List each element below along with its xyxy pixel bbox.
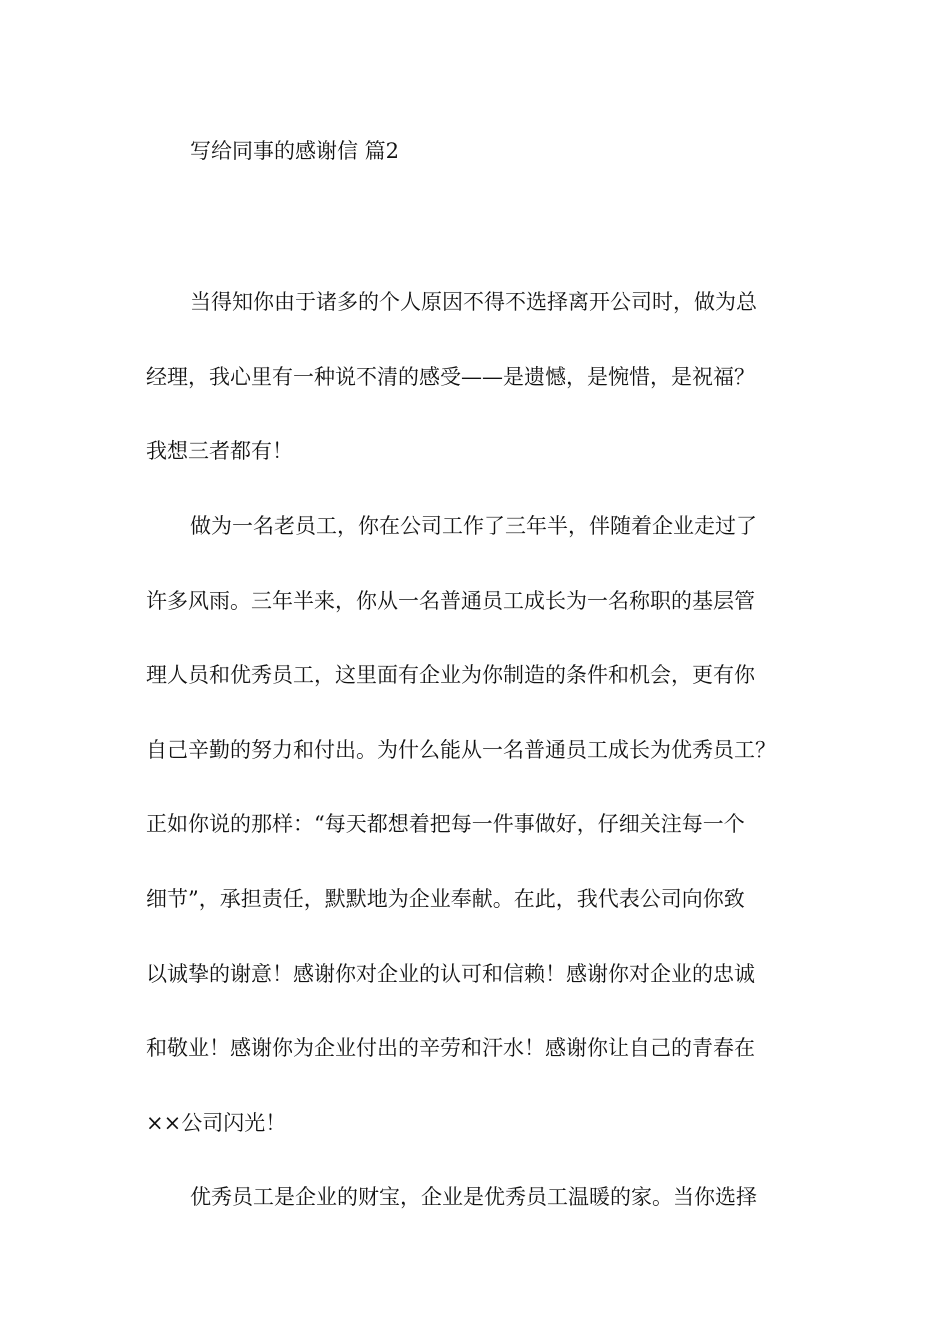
document-title: 写给同事的感谢信 篇2 — [190, 139, 400, 163]
paragraph-2-line-6: 细节”，承担责任，默默地为企业奉献。在此，我代表公司向你致 — [146, 887, 745, 911]
paragraph-3-line-1: 优秀员工是企业的财宝，企业是优秀员工温暖的家。当你选择 — [190, 1185, 757, 1209]
paragraph-2-line-9: ××公司闪光！ — [146, 1111, 287, 1135]
paragraph-2-line-8: 和敬业！感谢你为企业付出的辛劳和汗水！感谢你让自己的青春在 — [146, 1036, 755, 1060]
paragraph-2-line-7: 以诚挚的谢意！感谢你对企业的认可和信赖！感谢你对企业的忠诚 — [146, 962, 755, 986]
paragraph-2-line-1: 做为一名老员工，你在公司工作了三年半，伴随着企业走过了 — [190, 514, 757, 538]
paragraph-2-line-3: 理人员和优秀员工，这里面有企业为你制造的条件和机会，更有你 — [146, 663, 755, 687]
paragraph-2-line-5: 正如你说的那样：“每天都想着把每一件事做好，仔细关注每一个 — [146, 812, 745, 836]
paragraph-1-line-3: 我想三者都有！ — [146, 439, 293, 463]
paragraph-2-line-4: 自己辛勤的努力和付出。为什么能从一名普通员工成长为优秀员工？ — [146, 738, 776, 762]
paragraph-1-line-1: 当得知你由于诸多的个人原因不得不选择离开公司时，做为总 — [190, 290, 757, 314]
paragraph-1-line-2: 经理，我心里有一种说不清的感受——是遗憾，是惋惜，是祝福？ — [146, 365, 755, 389]
paragraph-2-line-2: 许多风雨。三年半来，你从一名普通员工成长为一名称职的基层管 — [146, 589, 755, 613]
